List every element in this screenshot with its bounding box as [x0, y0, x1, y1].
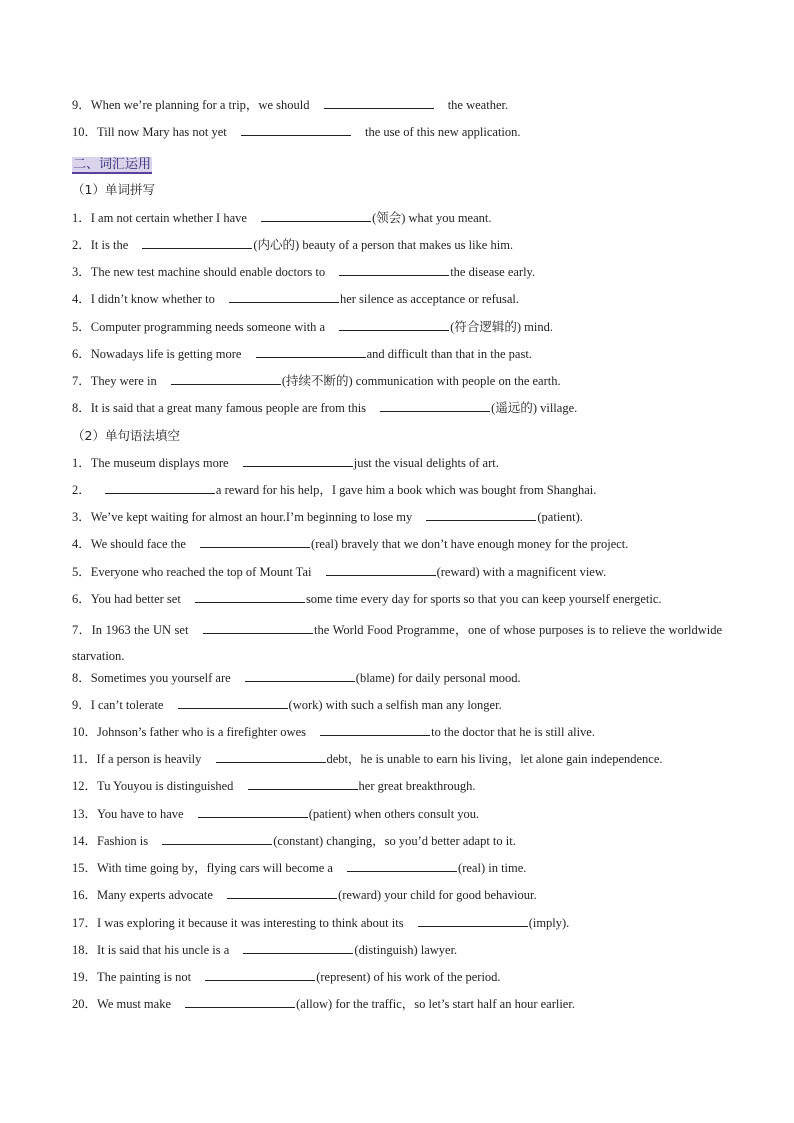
grammar-line: 9．I can’t tolerate (work) with such a selfish man any longer.: [72, 698, 502, 712]
answer-blank[interactable]: [241, 123, 351, 136]
grammar-line: 2． a reward for his help，I gave him a book which was bought from Shanghai.: [72, 483, 597, 497]
spelling-line: 6．Nowadays life is getting more and difficult than that in the past.: [72, 347, 532, 361]
answer-blank[interactable]: [418, 914, 528, 927]
answer-blank[interactable]: [261, 209, 371, 222]
answer-blank[interactable]: [195, 590, 305, 603]
answer-blank[interactable]: [426, 508, 536, 521]
answer-blank[interactable]: [347, 859, 457, 872]
answer-blank[interactable]: [243, 454, 353, 467]
answer-blank[interactable]: [324, 96, 434, 109]
subsection-heading-grammar: （2）单句语法填空: [72, 428, 180, 443]
spelling-line: 8．It is said that a great many famous people are from this (遥远的) village.: [72, 401, 578, 415]
answer-blank[interactable]: [178, 696, 288, 709]
exercise-line: 9．When we’re planning for a trip，we should the weather.: [72, 98, 509, 112]
grammar-line: 11．If a person is heavily debt，he is unable to earn his living，let alone gain independence.: [72, 752, 663, 766]
answer-blank[interactable]: [229, 290, 339, 303]
answer-blank[interactable]: [256, 345, 366, 358]
grammar-line: 1．The museum displays more just the visual delights of art.: [72, 456, 499, 470]
spelling-line: 5．Computer programming needs someone with a (符合逻辑的) mind.: [72, 320, 553, 334]
spelling-line: 3．The new test machine should enable doctors to the disease early.: [72, 265, 536, 279]
answer-blank[interactable]: [326, 563, 436, 576]
answer-blank[interactable]: [203, 621, 313, 634]
grammar-line: 14．Fashion is (constant) changing，so you’d better adapt to it.: [72, 834, 516, 848]
answer-blank[interactable]: [105, 481, 215, 494]
answer-blank[interactable]: [243, 941, 353, 954]
spelling-line: 1．I am not certain whether I have (领会) what you meant.: [72, 211, 492, 225]
answer-blank[interactable]: [185, 995, 295, 1008]
answer-blank[interactable]: [205, 968, 315, 981]
grammar-line: 7．In 1963 the UN set the World Food Programme，one of whose purposes is to relieve the worldwide starvation.: [72, 623, 722, 663]
grammar-line: 3．We’ve kept waiting for almost an hour.I’m beginning to lose my (patient).: [72, 510, 583, 524]
answer-blank[interactable]: [245, 669, 355, 682]
answer-blank[interactable]: [320, 723, 430, 736]
grammar-line: 12．Tu Youyou is distinguished her great breakthrough.: [72, 779, 476, 793]
grammar-line: 20．We must make (allow) for the traffic，so let’s start half an hour earlier.: [72, 997, 575, 1011]
grammar-line: 16．Many experts advocate (reward) your child for good behaviour.: [72, 888, 537, 902]
grammar-line: 4．We should face the (real) bravely that we don’t have enough money for the project.: [72, 537, 629, 551]
grammar-line: 5．Everyone who reached the top of Mount Tai (reward) with a magnificent view.: [72, 565, 607, 579]
answer-blank[interactable]: [142, 236, 252, 249]
grammar-line: 19．The painting is not (represent) of his work of the period.: [72, 970, 501, 984]
grammar-line: 18．It is said that his uncle is a (distinguish) lawyer.: [72, 943, 458, 957]
answer-blank[interactable]: [162, 832, 272, 845]
spelling-line: 7．They were in (持续不断的) communication with people on the earth.: [72, 374, 561, 388]
answer-blank[interactable]: [227, 886, 337, 899]
section-heading: 二、词汇运用: [73, 157, 152, 172]
grammar-line: 10．Johnson’s father who is a firefighter owes to the doctor that he is still alive.: [72, 725, 595, 739]
answer-blank[interactable]: [380, 399, 490, 412]
answer-blank[interactable]: [339, 263, 449, 276]
grammar-line: 6．You had better set some time every day for sports so that you can keep yourself energetic.: [72, 592, 662, 606]
answer-blank[interactable]: [216, 750, 326, 763]
answer-blank[interactable]: [198, 805, 308, 818]
answer-blank[interactable]: [248, 777, 358, 790]
spelling-line: 2．It is the (内心的) beauty of a person that makes us like him.: [72, 238, 514, 252]
grammar-line: 15．With time going by，flying cars will become a (real) in time.: [72, 861, 527, 875]
answer-blank[interactable]: [171, 372, 281, 385]
spelling-line: 4．I didn’t know whether to her silence as acceptance or refusal.: [72, 292, 520, 306]
answer-blank[interactable]: [200, 535, 310, 548]
answer-blank[interactable]: [339, 318, 449, 331]
exercise-line: 10．Till now Mary has not yet the use of this new application.: [72, 125, 521, 139]
grammar-line: 13．You have to have (patient) when others consult you.: [72, 807, 480, 821]
subsection-heading-spelling: （1）单词拼写: [72, 182, 155, 197]
grammar-line: 8．Sometimes you yourself are (blame) for daily personal mood.: [72, 671, 521, 685]
grammar-line: 17．I was exploring it because it was interesting to think about its (imply).: [72, 916, 570, 930]
